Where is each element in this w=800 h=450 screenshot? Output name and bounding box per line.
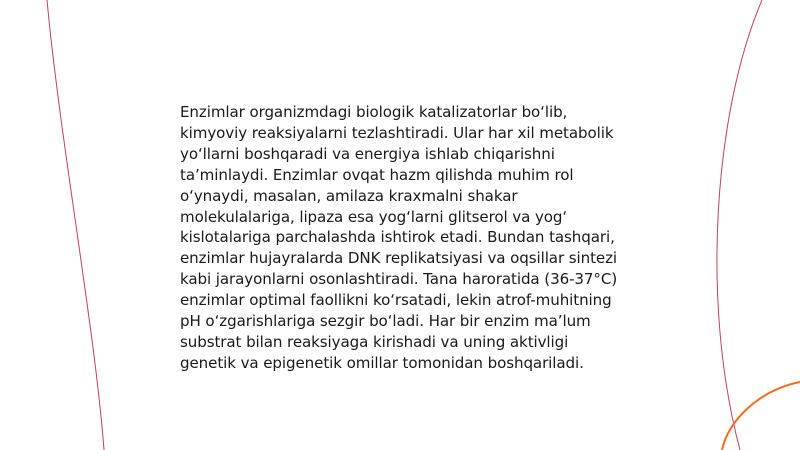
right-thin-curve <box>717 0 762 450</box>
left-thin-curve <box>47 0 104 450</box>
orange-arc <box>722 382 800 450</box>
body-paragraph: Enzimlar organizmdagi biologik katalizatorlar bo‘lib, kimyoviy reaksiyalarni tezlashtiradi. Ular har xil metabolik yo‘llarni boshqaradi va energiya ishlab chiqarishni ta’minlaydi. Enzimlar ovqat hazm qilishda muhim rol o‘ynaydi, masalan, amilaza kraxmalni shakar molekulalariga, lipaza esa yog‘larni glitserol va yog‘ kislotalariga parchalashda ishtirok etadi. Bundan tashqari, enzimlar hujayralarda DNK replikatsiyasi va oqsillar sintezi kabi jarayonlarni osonlashtiradi. Tana haroratida (36-37°C) enzimlar optimal faollikni ko‘rsatadi, lekin atrof-muhitning pH o‘zgarishlariga sezgir bo‘ladi. Har bir enzim ma’lum substrat bilan reaksiyaga kirishadi va uning aktivligi genetik va epigenetik omillar tomonidan boshqariladi. <box>180 103 618 372</box>
